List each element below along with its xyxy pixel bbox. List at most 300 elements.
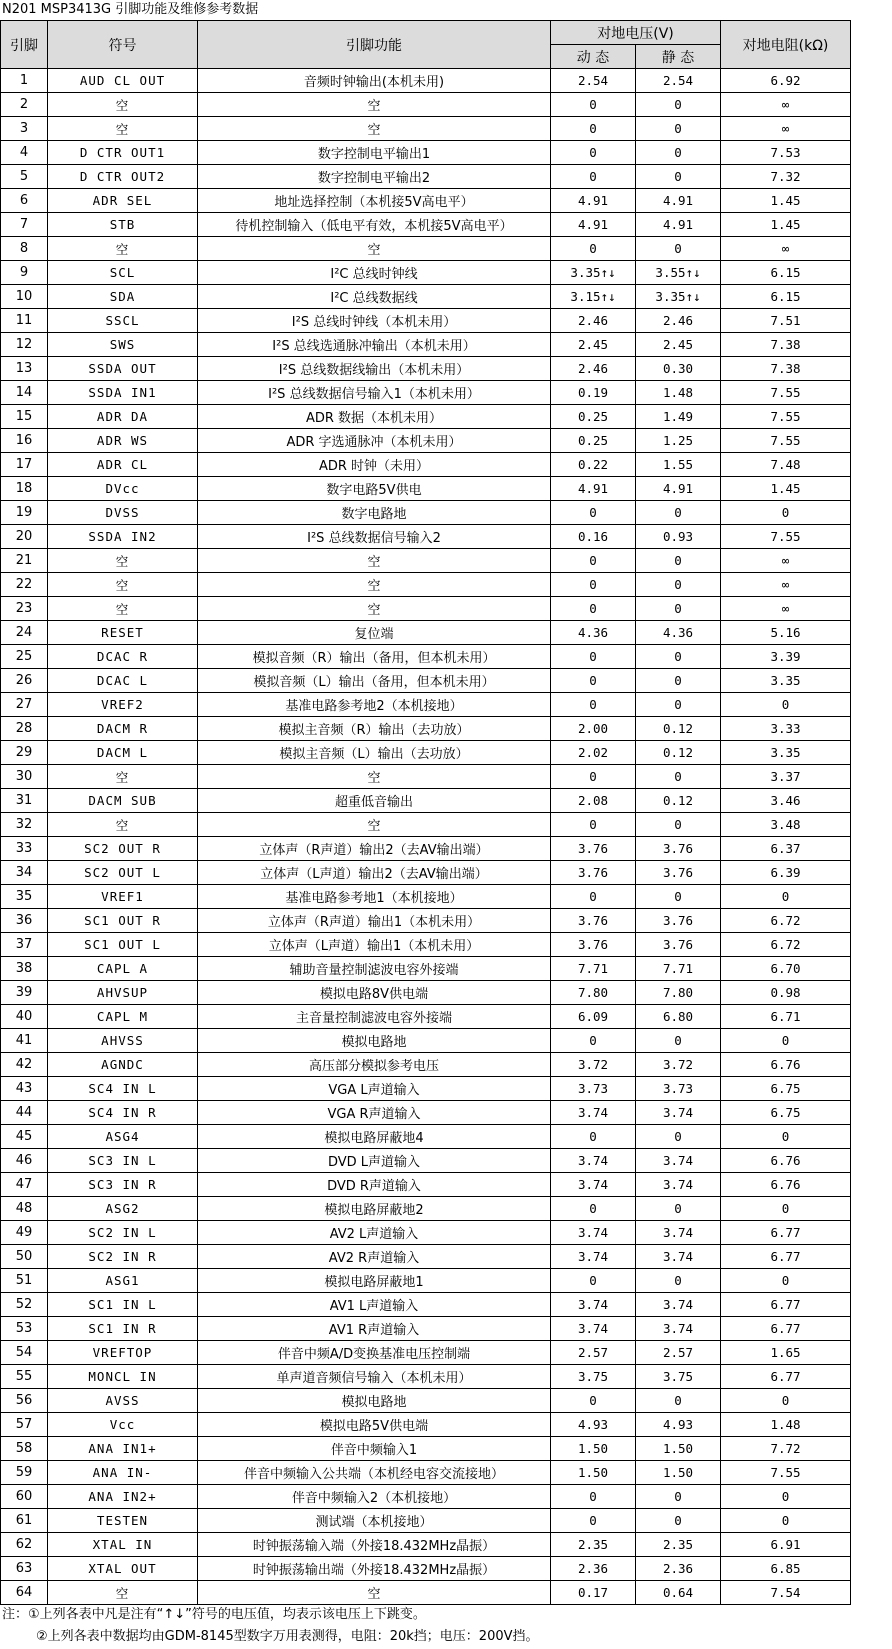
- pin-cell: 33: [1, 837, 48, 861]
- symbol-cell: SSCL: [48, 309, 198, 333]
- symbol-cell: VREF2: [48, 693, 198, 717]
- function-cell: ADR 数据（本机未用）: [198, 405, 551, 429]
- static-voltage-cell: 3.76: [636, 909, 721, 933]
- function-cell: 基准电路参考地2（本机接地）: [198, 693, 551, 717]
- table-row: [1, 93, 851, 117]
- resistance-cell: 7.55: [721, 525, 851, 549]
- symbol-cell: 空: [48, 813, 198, 837]
- function-cell: 时钟振荡输入端（外接18.432MHz晶振）: [198, 1533, 551, 1557]
- function-cell: 空: [198, 573, 551, 597]
- table-row: [1, 549, 851, 573]
- function-cell: 测试端（本机接地）: [198, 1509, 551, 1533]
- symbol-cell: 空: [48, 237, 198, 261]
- symbol-cell: SWS: [48, 333, 198, 357]
- function-cell: AV1 R声道输入: [198, 1317, 551, 1341]
- function-cell: VGA R声道输入: [198, 1101, 551, 1125]
- table-row: [1, 1389, 851, 1413]
- static-voltage-cell: 3.76: [636, 861, 721, 885]
- resistance-cell: 7.38: [721, 357, 851, 381]
- static-voltage-cell: 1.50: [636, 1461, 721, 1485]
- resistance-cell: 7.72: [721, 1437, 851, 1461]
- function-cell: 立体声（R声道）输出1（本机未用）: [198, 909, 551, 933]
- function-cell: 伴音中频A/D变换基准电压控制端: [198, 1341, 551, 1365]
- static-voltage-cell: 7.71: [636, 957, 721, 981]
- function-cell: DVD L声道输入: [198, 1149, 551, 1173]
- static-voltage-cell: 7.80: [636, 981, 721, 1005]
- symbol-cell: SC1 OUT L: [48, 933, 198, 957]
- function-cell: 辅助音量控制滤波电容外接端: [198, 957, 551, 981]
- dynamic-voltage-cell: 0.17: [551, 1581, 636, 1605]
- dynamic-voltage-cell: 3.74: [551, 1173, 636, 1197]
- table-row: [1, 1101, 851, 1125]
- pin-cell: 12: [1, 333, 48, 357]
- function-cell: 待机控制输入（低电平有效，本机接5V高电平）: [198, 213, 551, 237]
- dynamic-voltage-cell: 0: [551, 1509, 636, 1533]
- static-voltage-cell: 4.93: [636, 1413, 721, 1437]
- table-row: [1, 237, 851, 261]
- dynamic-voltage-cell: 3.72: [551, 1053, 636, 1077]
- table-row: [1, 1077, 851, 1101]
- static-voltage-cell: 3.35↑↓: [636, 285, 721, 309]
- dynamic-voltage-cell: 0.19: [551, 381, 636, 405]
- static-voltage-cell: 0.30: [636, 357, 721, 381]
- function-cell: DVD R声道输入: [198, 1173, 551, 1197]
- static-voltage-cell: 0: [636, 765, 721, 789]
- static-voltage-cell: 3.55↑↓: [636, 261, 721, 285]
- resistance-cell: 6.77: [721, 1293, 851, 1317]
- function-cell: 音频时钟输出(本机未用): [198, 69, 551, 93]
- static-voltage-cell: 0: [636, 669, 721, 693]
- resistance-cell: 7.38: [721, 333, 851, 357]
- function-cell: I²S 总线数据线输出（本机未用）: [198, 357, 551, 381]
- dynamic-voltage-cell: 0: [551, 93, 636, 117]
- static-voltage-cell: 2.35: [636, 1533, 721, 1557]
- static-voltage-cell: 2.36: [636, 1557, 721, 1581]
- dynamic-voltage-cell: 0: [551, 165, 636, 189]
- resistance-cell: ∞: [721, 549, 851, 573]
- table-row: [1, 261, 851, 285]
- table-row: [1, 885, 851, 909]
- resistance-cell: 6.15: [721, 285, 851, 309]
- dynamic-voltage-cell: 0: [551, 597, 636, 621]
- function-cell: I²S 总线选通脉冲输出（本机未用）: [198, 333, 551, 357]
- static-voltage-cell: 0.64: [636, 1581, 721, 1605]
- symbol-cell: SC1 IN L: [48, 1293, 198, 1317]
- function-cell: 模拟音频（R）输出（备用，但本机未用）: [198, 645, 551, 669]
- symbol-cell: ANA IN2+: [48, 1485, 198, 1509]
- symbol-cell: XTAL IN: [48, 1533, 198, 1557]
- function-cell: 模拟电路8V供电端: [198, 981, 551, 1005]
- pin-cell: 3: [1, 117, 48, 141]
- resistance-cell: 6.76: [721, 1053, 851, 1077]
- symbol-cell: SC1 OUT R: [48, 909, 198, 933]
- static-voltage-cell: 0: [636, 117, 721, 141]
- resistance-cell: 3.39: [721, 645, 851, 669]
- static-voltage-cell: 0: [636, 165, 721, 189]
- pin-cell: 34: [1, 861, 48, 885]
- dynamic-voltage-cell: 0: [551, 117, 636, 141]
- pin-cell: 25: [1, 645, 48, 669]
- symbol-cell: 空: [48, 1581, 198, 1605]
- resistance-cell: 3.33: [721, 717, 851, 741]
- pin-cell: 19: [1, 501, 48, 525]
- pin-cell: 20: [1, 525, 48, 549]
- dynamic-voltage-cell: 3.76: [551, 933, 636, 957]
- table-row: [1, 1341, 851, 1365]
- symbol-cell: SDA: [48, 285, 198, 309]
- table-row: [1, 741, 851, 765]
- pin-cell: 5: [1, 165, 48, 189]
- symbol-cell: SC2 IN R: [48, 1245, 198, 1269]
- dynamic-voltage-cell: 0: [551, 885, 636, 909]
- resistance-cell: 7.32: [721, 165, 851, 189]
- static-voltage-cell: 3.76: [636, 837, 721, 861]
- symbol-cell: DVcc: [48, 477, 198, 501]
- symbol-cell: DVSS: [48, 501, 198, 525]
- resistance-cell: 0: [721, 1509, 851, 1533]
- pin-cell: 46: [1, 1149, 48, 1173]
- pin-cell: 38: [1, 957, 48, 981]
- resistance-cell: 7.53: [721, 141, 851, 165]
- symbol-cell: XTAL OUT: [48, 1557, 198, 1581]
- dynamic-voltage-cell: 3.76: [551, 837, 636, 861]
- pin-cell: 15: [1, 405, 48, 429]
- pin-cell: 1: [1, 69, 48, 93]
- symbol-cell: AHVSUP: [48, 981, 198, 1005]
- dynamic-voltage-cell: 2.00: [551, 717, 636, 741]
- resistance-cell: 3.35: [721, 669, 851, 693]
- symbol-cell: 空: [48, 765, 198, 789]
- static-voltage-cell: 4.91: [636, 213, 721, 237]
- pin-cell: 11: [1, 309, 48, 333]
- pin-cell: 52: [1, 1293, 48, 1317]
- resistance-cell: 1.45: [721, 213, 851, 237]
- symbol-cell: 空: [48, 93, 198, 117]
- symbol-cell: 空: [48, 597, 198, 621]
- resistance-cell: ∞: [721, 573, 851, 597]
- symbol-cell: AUD CL OUT: [48, 69, 198, 93]
- static-voltage-cell: 0.12: [636, 741, 721, 765]
- note-1: 注：①上列各表中凡是注有“↑↓”符号的电压值，均表示该电压上下跳变。: [2, 1607, 426, 1622]
- pin-cell: 21: [1, 549, 48, 573]
- dynamic-voltage-cell: 0: [551, 669, 636, 693]
- resistance-cell: 0: [721, 1389, 851, 1413]
- dynamic-voltage-cell: 0: [551, 141, 636, 165]
- symbol-cell: ADR DA: [48, 405, 198, 429]
- function-cell: AV1 L声道输入: [198, 1293, 551, 1317]
- pin-cell: 62: [1, 1533, 48, 1557]
- resistance-cell: 6.77: [721, 1365, 851, 1389]
- resistance-cell: 5.16: [721, 621, 851, 645]
- symbol-cell: DCAC R: [48, 645, 198, 669]
- static-voltage-cell: 4.91: [636, 477, 721, 501]
- pin-cell: 2: [1, 93, 48, 117]
- symbol-cell: SC2 OUT R: [48, 837, 198, 861]
- static-voltage-cell: 3.74: [636, 1101, 721, 1125]
- table-row: [1, 165, 851, 189]
- table-row: [1, 453, 851, 477]
- function-cell: 空: [198, 813, 551, 837]
- table-row: [1, 309, 851, 333]
- function-cell: AV2 L声道输入: [198, 1221, 551, 1245]
- function-cell: 基准电路参考地1（本机接地）: [198, 885, 551, 909]
- resistance-cell: 6.15: [721, 261, 851, 285]
- dynamic-voltage-cell: 0: [551, 765, 636, 789]
- static-voltage-cell: 1.49: [636, 405, 721, 429]
- symbol-cell: SSDA IN1: [48, 381, 198, 405]
- function-cell: 复位端: [198, 621, 551, 645]
- resistance-cell: 6.72: [721, 909, 851, 933]
- table-row: [1, 933, 851, 957]
- resistance-cell: 6.75: [721, 1101, 851, 1125]
- pin-cell: 22: [1, 573, 48, 597]
- table-row: [1, 1509, 851, 1533]
- static-voltage-cell: 0: [636, 93, 721, 117]
- function-cell: 空: [198, 549, 551, 573]
- static-voltage-cell: 1.55: [636, 453, 721, 477]
- pin-cell: 16: [1, 429, 48, 453]
- pin-cell: 59: [1, 1461, 48, 1485]
- table-row: [1, 1221, 851, 1245]
- table-row: [1, 189, 851, 213]
- resistance-cell: 1.45: [721, 189, 851, 213]
- resistance-cell: 6.85: [721, 1557, 851, 1581]
- table-row: [1, 717, 851, 741]
- static-voltage-cell: 2.45: [636, 333, 721, 357]
- function-cell: I²S 总线数据信号输入1（本机未用）: [198, 381, 551, 405]
- table-row: [1, 813, 851, 837]
- function-cell: 模拟电路屏蔽地4: [198, 1125, 551, 1149]
- pin-cell: 40: [1, 1005, 48, 1029]
- table-row: [1, 429, 851, 453]
- resistance-cell: 3.37: [721, 765, 851, 789]
- symbol-cell: SC2 IN L: [48, 1221, 198, 1245]
- pin-cell: 41: [1, 1029, 48, 1053]
- static-voltage-cell: 1.48: [636, 381, 721, 405]
- table-row: [1, 1293, 851, 1317]
- resistance-cell: 6.76: [721, 1149, 851, 1173]
- header-voltage: 对地电压(V): [551, 21, 721, 45]
- symbol-cell: SSDA OUT: [48, 357, 198, 381]
- function-cell: I²S 总线数据信号输入2: [198, 525, 551, 549]
- dynamic-voltage-cell: 0: [551, 813, 636, 837]
- dynamic-voltage-cell: 3.35↑↓: [551, 261, 636, 285]
- pin-cell: 39: [1, 981, 48, 1005]
- function-cell: 模拟电路地: [198, 1029, 551, 1053]
- pin-cell: 42: [1, 1053, 48, 1077]
- resistance-cell: 7.55: [721, 429, 851, 453]
- dynamic-voltage-cell: 0: [551, 549, 636, 573]
- pin-cell: 51: [1, 1269, 48, 1293]
- table-row: [1, 1461, 851, 1485]
- resistance-cell: 6.39: [721, 861, 851, 885]
- symbol-cell: DCAC L: [48, 669, 198, 693]
- function-cell: 立体声（L声道）输出2（去AV输出端）: [198, 861, 551, 885]
- dynamic-voltage-cell: 0: [551, 1485, 636, 1509]
- function-cell: 模拟电路5V供电端: [198, 1413, 551, 1437]
- pin-cell: 55: [1, 1365, 48, 1389]
- static-voltage-cell: 1.25: [636, 429, 721, 453]
- function-cell: 空: [198, 237, 551, 261]
- dynamic-voltage-cell: 0.22: [551, 453, 636, 477]
- static-voltage-cell: 0: [636, 141, 721, 165]
- function-cell: 立体声（R声道）输出2（去AV输出端）: [198, 837, 551, 861]
- table-row: [1, 1317, 851, 1341]
- table-row: [1, 1437, 851, 1461]
- static-voltage-cell: 0: [636, 885, 721, 909]
- table-row: [1, 861, 851, 885]
- function-cell: I²S 总线时钟线（本机未用）: [198, 309, 551, 333]
- dynamic-voltage-cell: 3.73: [551, 1077, 636, 1101]
- dynamic-voltage-cell: 2.08: [551, 789, 636, 813]
- symbol-cell: Vcc: [48, 1413, 198, 1437]
- pin-cell: 36: [1, 909, 48, 933]
- static-voltage-cell: 3.72: [636, 1053, 721, 1077]
- symbol-cell: VREFTOP: [48, 1341, 198, 1365]
- static-voltage-cell: 3.76: [636, 933, 721, 957]
- table-row: [1, 477, 851, 501]
- function-cell: 数字电路地: [198, 501, 551, 525]
- function-cell: 单声道音频信号输入（本机未用）: [198, 1365, 551, 1389]
- dynamic-voltage-cell: 3.74: [551, 1293, 636, 1317]
- table-row: [1, 405, 851, 429]
- table-row: [1, 213, 851, 237]
- pin-data-table: [0, 20, 851, 1605]
- static-voltage-cell: 0: [636, 1197, 721, 1221]
- pin-cell: 29: [1, 741, 48, 765]
- resistance-cell: 7.55: [721, 381, 851, 405]
- dynamic-voltage-cell: 3.74: [551, 1101, 636, 1125]
- pin-cell: 58: [1, 1437, 48, 1461]
- table-row: [1, 141, 851, 165]
- table-row: [1, 1005, 851, 1029]
- static-voltage-cell: 2.46: [636, 309, 721, 333]
- dynamic-voltage-cell: 2.54: [551, 69, 636, 93]
- dynamic-voltage-cell: 3.74: [551, 1149, 636, 1173]
- static-voltage-cell: 1.50: [636, 1437, 721, 1461]
- pin-cell: 10: [1, 285, 48, 309]
- dynamic-voltage-cell: 0: [551, 237, 636, 261]
- table-row: [1, 597, 851, 621]
- notes: [2, 1604, 539, 1648]
- resistance-cell: 0: [721, 1029, 851, 1053]
- pin-cell: 14: [1, 381, 48, 405]
- function-cell: 空: [198, 765, 551, 789]
- pin-cell: 24: [1, 621, 48, 645]
- dynamic-voltage-cell: 0: [551, 1389, 636, 1413]
- table-row: [1, 1053, 851, 1077]
- dynamic-voltage-cell: 3.74: [551, 1317, 636, 1341]
- table-row: [1, 501, 851, 525]
- function-cell: I²C 总线时钟线: [198, 261, 551, 285]
- resistance-cell: 7.55: [721, 405, 851, 429]
- table-row: [1, 333, 851, 357]
- pin-cell: 7: [1, 213, 48, 237]
- static-voltage-cell: 0: [636, 693, 721, 717]
- table-row: [1, 669, 851, 693]
- resistance-cell: ∞: [721, 117, 851, 141]
- pin-cell: 27: [1, 693, 48, 717]
- resistance-cell: 0: [721, 1125, 851, 1149]
- function-cell: I²C 总线数据线: [198, 285, 551, 309]
- resistance-cell: 0: [721, 501, 851, 525]
- resistance-cell: 7.54: [721, 1581, 851, 1605]
- function-cell: 数字电路5V供电: [198, 477, 551, 501]
- dynamic-voltage-cell: 0: [551, 1269, 636, 1293]
- resistance-cell: 0: [721, 1485, 851, 1509]
- static-voltage-cell: 3.75: [636, 1365, 721, 1389]
- table-row: [1, 525, 851, 549]
- resistance-cell: 6.77: [721, 1245, 851, 1269]
- static-voltage-cell: 2.57: [636, 1341, 721, 1365]
- pin-cell: 9: [1, 261, 48, 285]
- dynamic-voltage-cell: 0: [551, 501, 636, 525]
- table-header: [1, 21, 851, 69]
- static-voltage-cell: 0: [636, 813, 721, 837]
- resistance-cell: 6.92: [721, 69, 851, 93]
- static-voltage-cell: 0: [636, 549, 721, 573]
- symbol-cell: SC4 IN R: [48, 1101, 198, 1125]
- dynamic-voltage-cell: 2.57: [551, 1341, 636, 1365]
- pin-cell: 64: [1, 1581, 48, 1605]
- dynamic-voltage-cell: 3.75: [551, 1365, 636, 1389]
- function-cell: 时钟振荡输出端（外接18.432MHz晶振）: [198, 1557, 551, 1581]
- table-row: [1, 789, 851, 813]
- static-voltage-cell: 0.12: [636, 789, 721, 813]
- resistance-cell: 1.48: [721, 1413, 851, 1437]
- symbol-cell: SC4 IN L: [48, 1077, 198, 1101]
- static-voltage-cell: 0: [636, 1389, 721, 1413]
- resistance-cell: 6.76: [721, 1173, 851, 1197]
- symbol-cell: SC2 OUT L: [48, 861, 198, 885]
- resistance-cell: 0: [721, 1269, 851, 1293]
- pin-cell: 50: [1, 1245, 48, 1269]
- pin-cell: 44: [1, 1101, 48, 1125]
- resistance-cell: 6.71: [721, 1005, 851, 1029]
- function-cell: 立体声（L声道）输出1（本机未用）: [198, 933, 551, 957]
- function-cell: 伴音中频输入2（本机接地）: [198, 1485, 551, 1509]
- pin-cell: 45: [1, 1125, 48, 1149]
- pin-cell: 49: [1, 1221, 48, 1245]
- symbol-cell: SSDA IN2: [48, 525, 198, 549]
- pin-cell: 57: [1, 1413, 48, 1437]
- symbol-cell: ASG4: [48, 1125, 198, 1149]
- pin-cell: 32: [1, 813, 48, 837]
- pin-cell: 17: [1, 453, 48, 477]
- symbol-cell: TESTEN: [48, 1509, 198, 1533]
- resistance-cell: 6.72: [721, 933, 851, 957]
- header-resistance: 对地电阻(kΩ): [721, 21, 851, 69]
- dynamic-voltage-cell: 4.91: [551, 477, 636, 501]
- pin-cell: 6: [1, 189, 48, 213]
- symbol-cell: CAPL M: [48, 1005, 198, 1029]
- dynamic-voltage-cell: 1.50: [551, 1461, 636, 1485]
- header-static: 静 态: [636, 45, 721, 69]
- symbol-cell: SC1 IN R: [48, 1317, 198, 1341]
- function-cell: 模拟主音频（L）输出（去功放）: [198, 741, 551, 765]
- header-pin: 引脚: [1, 21, 48, 69]
- resistance-cell: 6.70: [721, 957, 851, 981]
- static-voltage-cell: 2.54: [636, 69, 721, 93]
- resistance-cell: 1.65: [721, 1341, 851, 1365]
- document-title: N201 MSP3413G 引脚功能及维修参考数据: [2, 2, 259, 17]
- symbol-cell: SC3 IN L: [48, 1149, 198, 1173]
- function-cell: 模拟电路地: [198, 1389, 551, 1413]
- table-row: [1, 1149, 851, 1173]
- symbol-cell: AGNDC: [48, 1053, 198, 1077]
- pin-cell: 56: [1, 1389, 48, 1413]
- symbol-cell: STB: [48, 213, 198, 237]
